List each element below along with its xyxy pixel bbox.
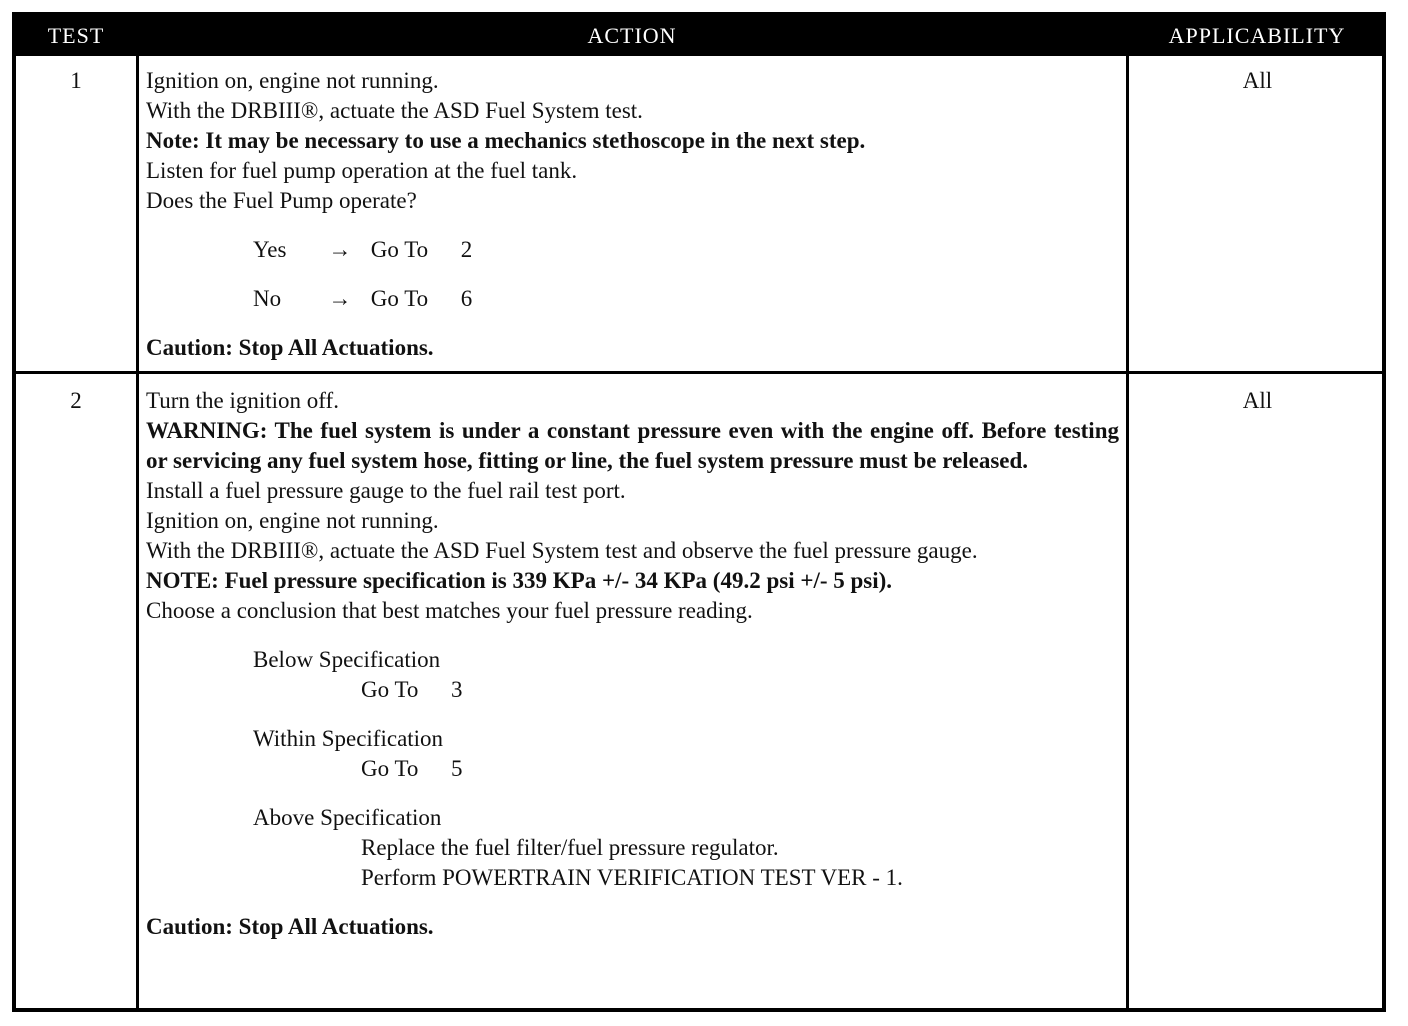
action-cell (146, 66, 1119, 363)
action-line: Turn the ignition off. (146, 388, 339, 413)
action-line: With the DRBIII®, actuate the ASD Fuel System test. (146, 98, 643, 123)
conclusion-goto: Go To 3 (361, 677, 463, 702)
warning-block: WARNING: The fuel system is under a constant pressure even with the engine off. Before testing or servicing any fuel system hose, fitting or line, the fuel system pressure must be released. (146, 418, 1119, 473)
note-line: NOTE: Fuel pressure specification is 339 KPa +/- 34 KPa (49.2 psi +/- 5 psi). (146, 568, 893, 593)
diagnostic-test-table (12, 12, 1386, 1012)
action-line: Ignition on, engine not running. (146, 508, 439, 533)
answer-option: Yes → Go To 2 (146, 235, 1119, 265)
conclusion-goto: Go To 5 (361, 756, 463, 781)
caution-line: Caution: Stop All Actuations. (146, 335, 434, 360)
action-line: Choose a conclusion that best matches your fuel pressure reading. (146, 598, 753, 623)
row-divider (16, 371, 1382, 374)
test-number: 1 (70, 68, 82, 93)
action-line: Install a fuel pressure gauge to the fuel rail test port. (146, 478, 626, 503)
applicability-value: All (1242, 68, 1273, 93)
column-divider (136, 56, 139, 1008)
note-line: Note: It may be necessary to use a mechanics stethoscope in the next step. (146, 128, 866, 153)
conclusion-step: Perform POWERTRAIN VERIFICATION TEST VER - 1. (361, 865, 903, 890)
arrow-right-icon: → (328, 237, 352, 262)
conclusion-label: Above Specification (253, 805, 442, 830)
column-divider (1126, 56, 1129, 1008)
conclusion-label: Below Specification (253, 647, 441, 672)
table-header (16, 16, 1382, 56)
test-number: 2 (70, 388, 82, 413)
answer-option: No → Go To 6 (146, 284, 1119, 314)
action-line: Listen for fuel pump operation at the fuel tank. (146, 158, 578, 183)
conclusion-step: Replace the fuel filter/fuel pressure regulator. (361, 835, 779, 860)
action-line: Ignition on, engine not running. (146, 68, 439, 93)
header-applicability: APPLICABILITY (1168, 23, 1346, 48)
action-line: With the DRBIII®, actuate the ASD Fuel System test and observe the fuel pressure gauge. (146, 538, 978, 563)
applicability-value: All (1242, 388, 1273, 413)
action-line: Does the Fuel Pump operate? (146, 188, 417, 213)
conclusion-label: Within Specification (253, 726, 444, 751)
header-action: ACTION (587, 23, 677, 48)
action-cell (146, 386, 1119, 942)
caution-line: Caution: Stop All Actuations. (146, 914, 434, 939)
header-test: TEST (47, 23, 105, 48)
arrow-right-icon: → (328, 286, 352, 311)
